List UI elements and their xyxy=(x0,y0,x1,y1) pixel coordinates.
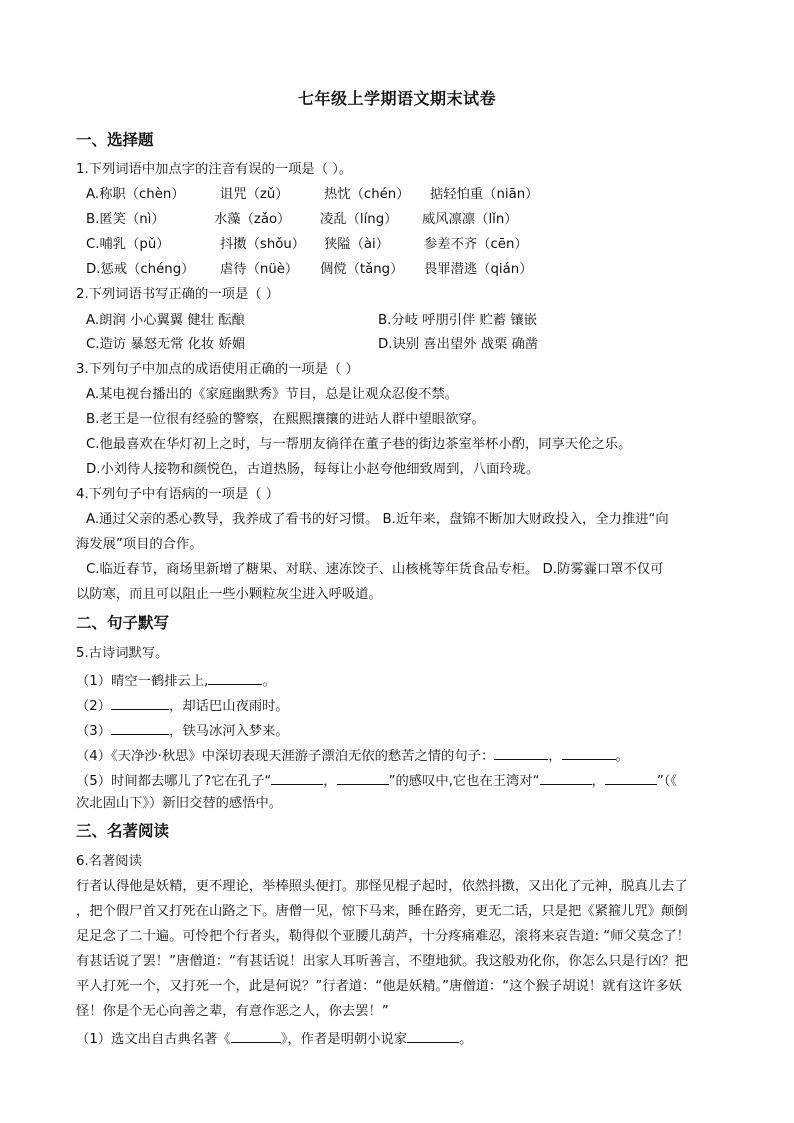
section-heading-classics: 三、名著阅读 xyxy=(76,822,170,840)
q5-5-sep-1: ， xyxy=(323,774,337,789)
q6-1-mid: 》，作者是明朝小说家 xyxy=(280,1032,408,1047)
q6-1-blank-1[interactable] xyxy=(231,1028,281,1043)
q6-passage-line: 平人打死一个，又打死一个，此是何说？”行者道：“他是妖精。”唐僧道：“这个猴子胡说！就有这许多妖 xyxy=(76,979,682,994)
q1-option-d-4: 畏罪潜逃（qián） xyxy=(424,262,533,277)
q6-passage-line: ，把个假尸首又打死在山路之下。唐僧一见，惊下马来，睡在路旁，更无二话，只是把《紧箍儿咒》颠倒 xyxy=(76,904,688,919)
q5-line-3 xyxy=(76,720,289,741)
q1-option-a-2: 诅咒（zǔ） xyxy=(220,187,289,202)
q4-stem: 4.下列句子中有语病的一项是（ ） xyxy=(76,487,280,502)
q5-4-text: （4）《天净沙·秋思》中深切表现天涯游子漂泊无依的愁苦之情的句子： xyxy=(76,749,495,764)
q5-5-end: ”（《 xyxy=(656,774,678,789)
q6-1-blank-2[interactable] xyxy=(407,1028,459,1043)
q1-option-d-2: 虐待（nüè） xyxy=(220,262,299,277)
q6-1-text: （1）选文出自古典名著《 xyxy=(76,1032,231,1047)
q6-passage-line: 足足念了二十遍。可怜把个行者头，勒得似个亚腰儿葫芦，十分疼痛难忍，滚将来哀告道: “师父莫念了！ xyxy=(76,929,690,944)
q5-line-6: 次北固山下》）新旧交替的感悟中。 xyxy=(76,796,283,811)
q5-5-blank-4[interactable] xyxy=(605,770,657,785)
q6-sub-1 xyxy=(76,1028,472,1049)
page-title: 七年级上学期语文期末试卷 xyxy=(297,89,496,108)
q5-2-text: （2） xyxy=(76,699,112,714)
q1-option-c-2: 抖擞（shǒu） xyxy=(220,237,306,252)
q1-option-b-1: B.匿笑（nì） xyxy=(86,212,165,227)
q6-passage-line: 行者认得他是妖精，更不理论，举棒照头便打。那怪见棍子起时，依然抖擞，又出化了元神，脱真儿去了 xyxy=(76,879,688,894)
q5-stem: 5.古诗词默写。 xyxy=(76,646,169,661)
q1-option-c-3: 狭隘（ài） xyxy=(324,237,390,252)
q1-option-d-1: D.惩戒（chéng） xyxy=(86,262,195,277)
q4-line-1: A.通过父亲的悉心教导，我养成了看书的好习惯。 B.近年来，盘锦不断加大财政投入，全力推进“向 xyxy=(86,512,669,527)
q4-line-3: C.临近春节，商场里新增了糖果、对联、速冻饺子、山核桃等年货食品专柜。 D.防雾霾口罩不仅可 xyxy=(86,562,664,577)
q5-5-text: （5）时间都去哪儿了?它在孔子“ xyxy=(76,774,272,789)
q5-1-text: （1）晴空一鹤排云上, xyxy=(76,674,209,689)
q4-line-2: 海发展”项目的合作。 xyxy=(76,537,203,552)
q5-2-blank[interactable] xyxy=(111,695,169,710)
q1-stem: 1.下列词语中加点字的注音有误的一项是（ ）。 xyxy=(76,162,353,177)
q5-line-5 xyxy=(76,770,677,791)
q5-4-sep: ， xyxy=(548,749,562,764)
q1-option-a-1: A.称职（chèn） xyxy=(86,187,185,202)
q2-option-b: B.分岐 呼朋引伴 贮蓄 镶嵌 xyxy=(378,313,537,328)
q5-1-end: 。 xyxy=(262,674,276,689)
q5-5-sep-2: ， xyxy=(591,774,605,789)
q6-stem: 6.名著阅读 xyxy=(76,854,142,869)
q1-option-b-4: 威风凛凛（lǐn） xyxy=(422,212,518,227)
q2-stem: 2.下列词语书写正确的一项是（ ） xyxy=(76,287,280,302)
q4-line-4: 以防寒，而且可以阻止一些小颗粒灰尘进入呼吸道。 xyxy=(76,587,382,602)
q5-5-mid: ”的感叹中,它也在王湾对“ xyxy=(388,774,540,789)
q5-3-end: ，铁马冰河入梦来。 xyxy=(169,724,289,739)
q3-option-d: D.小刘待人接物和颜悦色，古道热肠，每每让小赵夸他细致周到，八面玲珑。 xyxy=(86,462,540,477)
q5-2-end: ，却话巴山夜雨时。 xyxy=(169,699,289,714)
q5-5-blank-2[interactable] xyxy=(337,770,389,785)
q2-option-d: D.诀别 喜出望外 战栗 确凿 xyxy=(378,337,539,352)
q3-stem: 3.下列句子中加点的成语使用正确的一项是（ ） xyxy=(76,362,359,377)
q5-line-1 xyxy=(76,670,276,691)
q1-option-b-3: 凌乱（líng） xyxy=(320,212,398,227)
q1-option-a-4: 掂轻怕重（niān） xyxy=(430,187,539,202)
q5-3-text: （3） xyxy=(76,724,112,739)
q5-line-2 xyxy=(76,695,289,716)
q5-line-4 xyxy=(76,745,629,766)
q5-4-blank-2[interactable] xyxy=(562,745,616,760)
q5-4-end: 。 xyxy=(615,749,629,764)
q5-1-blank[interactable] xyxy=(208,670,262,685)
q2-option-a: A.朗润 小心翼翼 健壮 酝酿 xyxy=(86,313,245,328)
q6-passage-line: 怪！你是个无心向善之辈，有意作恶之人，你去罢！” xyxy=(76,1004,389,1019)
section-heading-dictation: 二、句子默写 xyxy=(76,614,170,632)
q3-option-c: C.他最喜欢在华灯初上之时，与一帮朋友徜徉在董子巷的街边茶室举杯小酌，同享天伦之乐。 xyxy=(86,437,632,452)
q3-option-a: A.某电视台播出的《家庭幽默秀》节目，总是让观众忍俊不禁。 xyxy=(86,387,459,402)
q1-option-c-1: C.哺乳（pǔ） xyxy=(86,237,170,252)
section-heading-choice: 一、选择题 xyxy=(76,131,154,149)
q5-3-blank[interactable] xyxy=(111,720,169,735)
q5-4-blank-1[interactable] xyxy=(494,745,548,760)
q6-passage-line: 有甚话说了罢！”唐僧道：“有甚话说！出家人耳听善言，不堕地狱。我这般劝化你，你怎么只是行凶？把 xyxy=(76,954,689,969)
q2-option-c: C.造访 暴怒无常 化妆 娇媚 xyxy=(86,337,246,352)
q1-option-c-4: 参差不齐（cēn） xyxy=(424,237,528,252)
q1-option-b-2: 水藻（zǎo） xyxy=(214,212,291,227)
q5-5-blank-3[interactable] xyxy=(540,770,592,785)
q1-option-d-3: 倜傥（tǎng） xyxy=(320,262,404,277)
q5-5-blank-1[interactable] xyxy=(271,770,323,785)
q6-1-end: 。 xyxy=(459,1032,473,1047)
q3-option-b: B.老王是一位很有经验的警察，在熙熙攘攘的进站人群中望眼欲穿。 xyxy=(86,412,485,427)
q1-option-a-3: 热忱（chén） xyxy=(324,187,410,202)
